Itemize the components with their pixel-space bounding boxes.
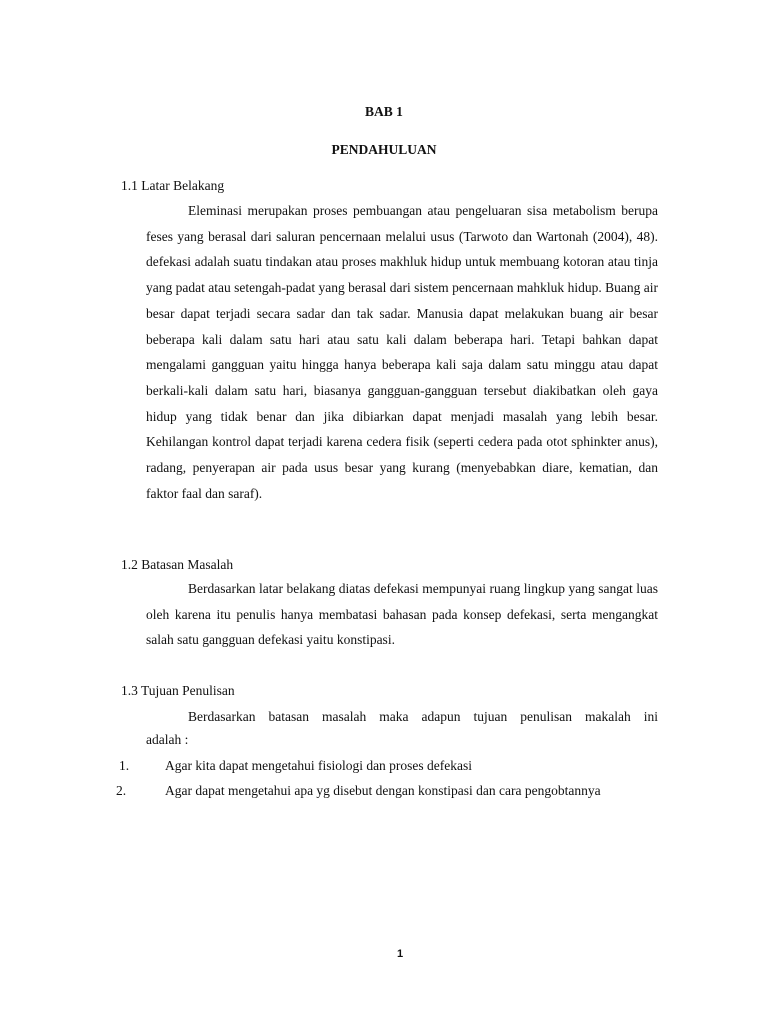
paragraph-tujuan-continuation: adalah : [146, 732, 189, 747]
chapter-label: BAB 1 [365, 104, 403, 119]
list-item: Agar dapat mengetahui apa yg disebut dengan konstipasi dan cara pengobtannya [165, 783, 601, 798]
page-number: 1 [396, 948, 404, 960]
list-item: Agar kita dapat mengetahui fisiologi dan proses defekasi [165, 758, 473, 773]
section-heading-latar-belakang: 1.1 Latar Belakang [121, 178, 225, 193]
list-item-number: 1. [119, 758, 130, 773]
paragraph-batasan-masalah: Berdasarkan latar belakang diatas defekasi mempunyai ruang lingkup yang sangat luas oleh karena itu penulis hanya membatasi bahasan pada konsep defekasi, serta mengangkat salah satu gangguan defekasi yaitu konstipasi. [146, 581, 658, 648]
page-title: PENDAHULUAN [331, 142, 437, 157]
list-item-number: 2. [116, 783, 127, 798]
section-heading-tujuan-penulisan: 1.3 Tujuan Penulisan [121, 683, 235, 698]
section-heading-batasan-masalah: 1.2 Batasan Masalah [121, 557, 234, 572]
paragraph-latar-belakang: Eleminasi merupakan proses pembuangan atau pengeluaran sisa metabolism berupa feses yang berasal dari saluran pencernaan melalui usus (Tarwoto dan Wartonah (2004), 48). defekasi adalah suatu tindakan atau proses makhluk hidup untuk membuang kotoran atau tinja yang padat atau setengah-padat yang berasal dari sistem pencernaan mahkluk hidup. Buang air besar dapat terjadi secara sadar dan tak sadar. Manusia dapat melakukan buang air besar beberapa kali dalam satu hari atau satu kali dalam beberapa hari. Tetapi bahkan dapat mengalami gangguan yaitu hingga hanya beberapa kali saja dalam satu minggu atau dapat berkali-kali dalam satu hari, biasanya gangguan-gangguan tersebut diakibatkan oleh gaya hidup yang tidak benar dan jika dibiarkan dapat menjadi masalah yang lebih besar. Kehilangan kontrol dapat terjadi karena cedera fisik (seperti cedera pada otot sphinkter anus), radang, penyerapan air pada usus besar yang kurang (menyebabkan diare, kematian, dan faktor faal dan saraf). [146, 203, 658, 501]
paragraph-tujuan-penulisan: Berdasarkan batasan masalah maka adapun tujuan penulisan makalah ini [188, 709, 658, 724]
